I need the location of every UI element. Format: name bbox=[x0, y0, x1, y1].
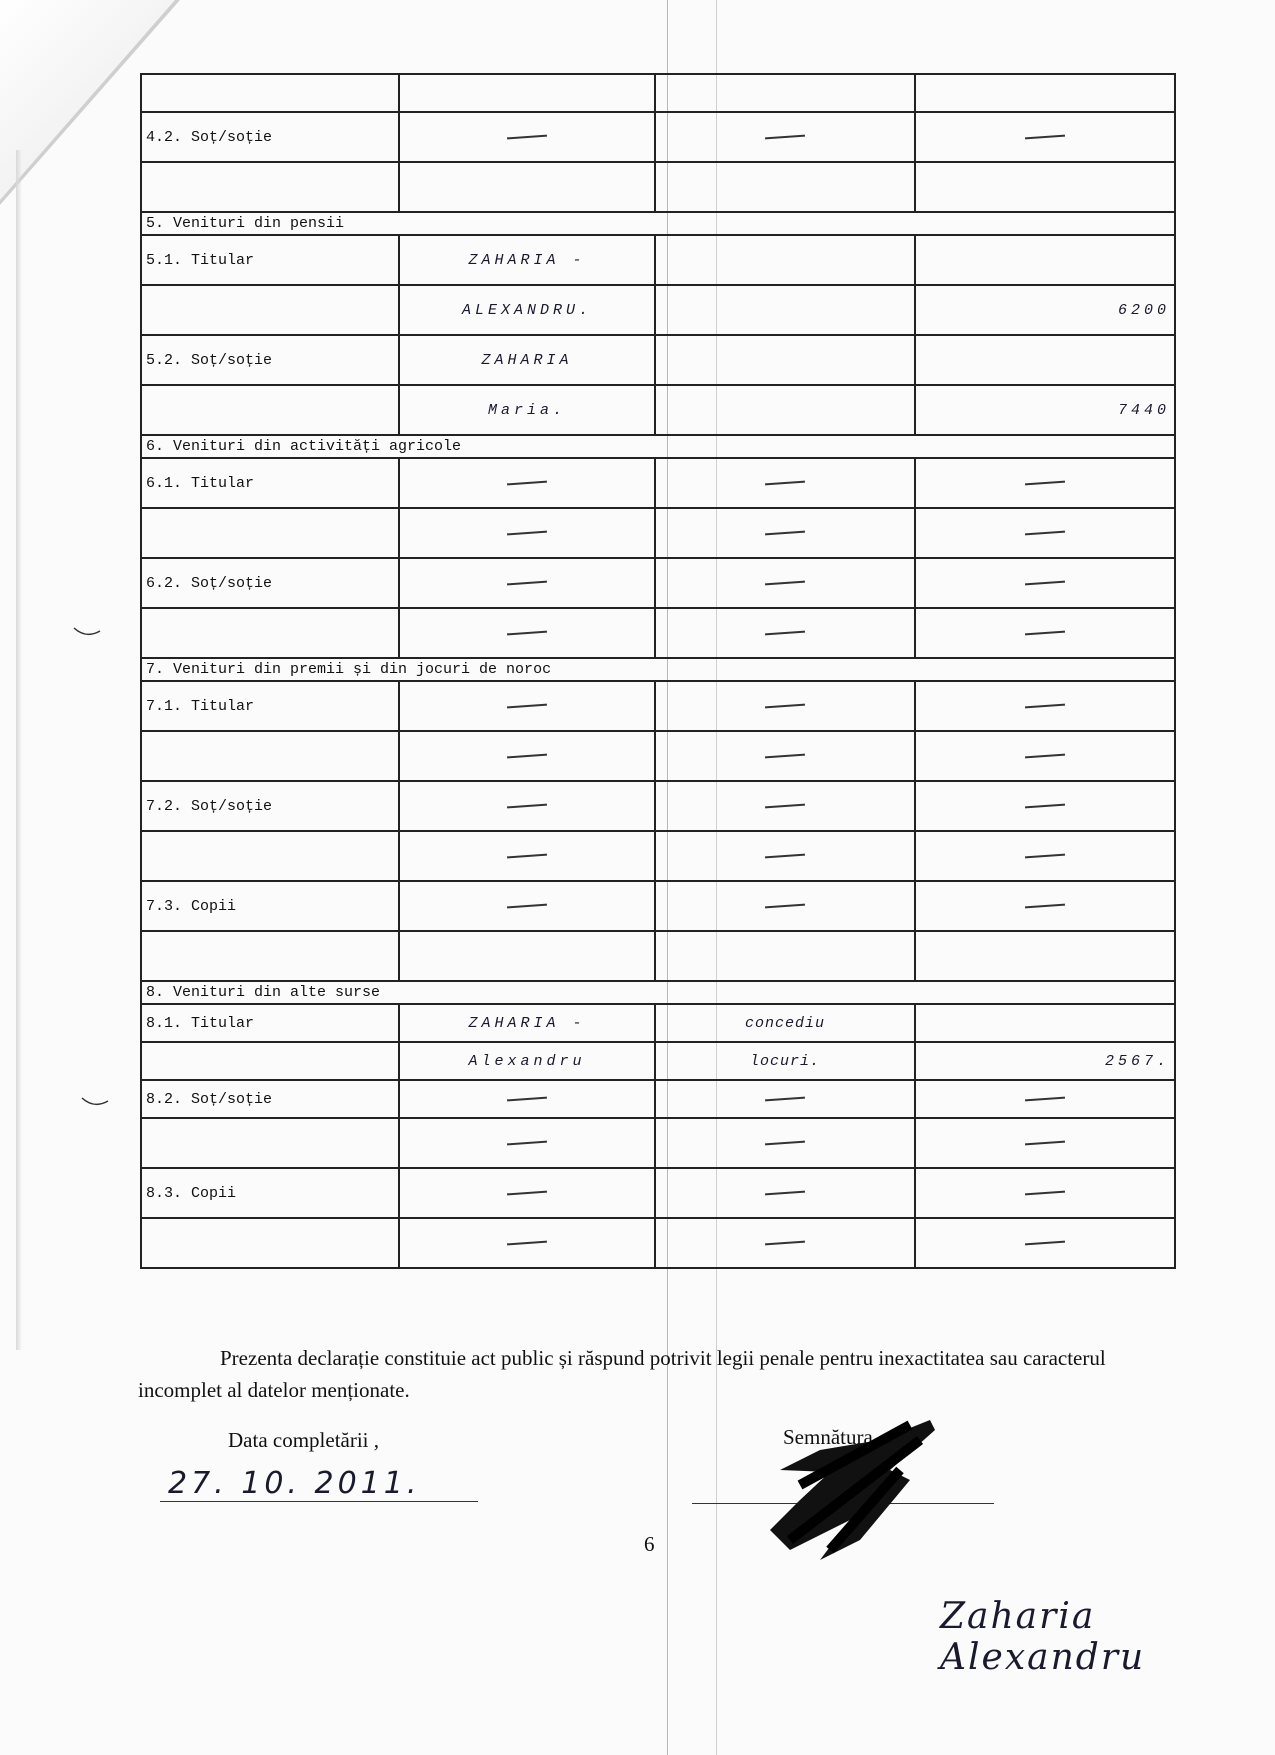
dash-mark bbox=[507, 804, 547, 809]
dash-mark bbox=[1025, 631, 1065, 636]
dash-mark bbox=[1025, 704, 1065, 709]
empty-dash-cell bbox=[915, 608, 1175, 658]
section-header-row bbox=[141, 658, 1175, 681]
empty-dash-cell bbox=[399, 1080, 655, 1118]
dash-mark bbox=[765, 1141, 805, 1146]
row-label bbox=[141, 74, 399, 112]
table-row bbox=[141, 458, 1175, 508]
empty-dash-cell bbox=[915, 558, 1175, 608]
empty-dash-cell bbox=[655, 731, 915, 781]
completion-date: 27. 10. 2011. bbox=[160, 1466, 478, 1502]
row-label: 8.2. Soț/soție bbox=[141, 1080, 399, 1118]
table-row bbox=[141, 881, 1175, 931]
table-row bbox=[141, 508, 1175, 558]
row-label bbox=[141, 285, 399, 335]
dash-mark bbox=[1025, 904, 1065, 909]
empty-dash-cell bbox=[915, 731, 1175, 781]
row-label bbox=[141, 608, 399, 658]
dash-mark bbox=[507, 481, 547, 486]
dash-mark bbox=[507, 704, 547, 709]
table-row bbox=[141, 235, 1175, 285]
dash-mark bbox=[507, 581, 547, 586]
dash-mark bbox=[507, 1241, 547, 1246]
handwritten-cell: concediu bbox=[655, 1004, 915, 1042]
dash-mark bbox=[765, 481, 805, 486]
handwritten-signature: Zaharia Alexandru bbox=[940, 1596, 1146, 1678]
dash-mark bbox=[1025, 135, 1065, 140]
empty-dash-cell bbox=[655, 458, 915, 508]
handwritten-cell bbox=[915, 931, 1175, 981]
empty-dash-cell bbox=[915, 831, 1175, 881]
empty-dash-cell bbox=[399, 1118, 655, 1168]
empty-dash-cell bbox=[399, 1218, 655, 1268]
empty-dash-cell bbox=[655, 112, 915, 162]
empty-dash-cell bbox=[915, 458, 1175, 508]
empty-dash-cell bbox=[399, 608, 655, 658]
empty-dash-cell bbox=[915, 1118, 1175, 1168]
row-label: 5.2. Soț/soție bbox=[141, 335, 399, 385]
table-row bbox=[141, 731, 1175, 781]
table-row bbox=[141, 781, 1175, 831]
signature-scribble bbox=[760, 1410, 950, 1570]
empty-dash-cell bbox=[655, 608, 915, 658]
handwritten-cell bbox=[655, 335, 915, 385]
table-row bbox=[141, 385, 1175, 435]
dash-mark bbox=[765, 1191, 805, 1196]
dash-mark bbox=[1025, 1241, 1065, 1246]
margin-tick-mark bbox=[72, 625, 102, 639]
empty-dash-cell bbox=[399, 731, 655, 781]
dash-mark bbox=[507, 1097, 547, 1102]
dash-mark bbox=[1025, 754, 1065, 759]
table-row bbox=[141, 831, 1175, 881]
row-label bbox=[141, 931, 399, 981]
table-row bbox=[141, 558, 1175, 608]
handwritten-cell: Maria. bbox=[399, 385, 655, 435]
handwritten-cell bbox=[655, 235, 915, 285]
empty-dash-cell bbox=[399, 558, 655, 608]
date-label: Data completării , bbox=[228, 1428, 380, 1452]
empty-dash-cell bbox=[399, 1168, 655, 1218]
handwritten-cell: 7440 bbox=[915, 385, 1175, 435]
dash-mark bbox=[1025, 804, 1065, 809]
row-label: 8.3. Copii bbox=[141, 1168, 399, 1218]
section-title: 6. Venituri din activități agricole bbox=[141, 435, 1175, 458]
table-row bbox=[141, 1080, 1175, 1118]
signature-label: Semnătura bbox=[783, 1425, 873, 1449]
row-label bbox=[141, 731, 399, 781]
empty-dash-cell bbox=[915, 1080, 1175, 1118]
empty-dash-cell bbox=[655, 1080, 915, 1118]
empty-dash-cell bbox=[399, 112, 655, 162]
handwritten-cell: ALEXANDRU. bbox=[399, 285, 655, 335]
dash-mark bbox=[507, 135, 547, 140]
dash-mark bbox=[507, 1141, 547, 1146]
row-label: 8.1. Titular bbox=[141, 1004, 399, 1042]
page-number: 6 bbox=[644, 1532, 655, 1556]
dash-mark bbox=[765, 904, 805, 909]
handwritten-cell: ZAHARIA bbox=[399, 335, 655, 385]
dash-mark bbox=[765, 804, 805, 809]
row-label bbox=[141, 1042, 399, 1080]
dash-mark bbox=[765, 631, 805, 636]
dash-mark bbox=[765, 1097, 805, 1102]
empty-dash-cell bbox=[655, 1218, 915, 1268]
dash-mark bbox=[507, 854, 547, 859]
declaration-statement: Prezenta declarație constituie act public și răspund potrivit legii penale pentru inexactitatea sau caracterul incomplet al datelor menționate. bbox=[138, 1346, 1106, 1402]
empty-dash-cell bbox=[399, 681, 655, 731]
section-header-row bbox=[141, 981, 1175, 1004]
empty-dash-cell bbox=[655, 881, 915, 931]
dash-mark bbox=[765, 581, 805, 586]
dash-mark bbox=[1025, 531, 1065, 536]
handwritten-cell: 2567. bbox=[915, 1042, 1175, 1080]
section-header-row bbox=[141, 212, 1175, 235]
row-label: 7.3. Copii bbox=[141, 881, 399, 931]
dash-mark bbox=[1025, 854, 1065, 859]
row-label bbox=[141, 162, 399, 212]
table-row bbox=[141, 285, 1175, 335]
empty-dash-cell bbox=[915, 881, 1175, 931]
dash-mark bbox=[765, 754, 805, 759]
table-row bbox=[141, 74, 1175, 112]
dash-mark bbox=[1025, 1097, 1065, 1102]
empty-dash-cell bbox=[655, 558, 915, 608]
empty-dash-cell bbox=[655, 781, 915, 831]
table-row bbox=[141, 1168, 1175, 1218]
row-label bbox=[141, 1118, 399, 1168]
dash-mark bbox=[507, 1191, 547, 1196]
section-header-row bbox=[141, 435, 1175, 458]
row-label: 6.1. Titular bbox=[141, 458, 399, 508]
handwritten-cell bbox=[655, 385, 915, 435]
empty-dash-cell bbox=[915, 1218, 1175, 1268]
handwritten-cell bbox=[399, 931, 655, 981]
empty-dash-cell bbox=[655, 1168, 915, 1218]
handwritten-cell bbox=[655, 162, 915, 212]
row-label: 4.2. Soț/soție bbox=[141, 112, 399, 162]
handwritten-cell bbox=[915, 1004, 1175, 1042]
empty-dash-cell bbox=[399, 831, 655, 881]
empty-dash-cell bbox=[915, 1168, 1175, 1218]
handwritten-cell bbox=[399, 162, 655, 212]
table-row bbox=[141, 931, 1175, 981]
handwritten-cell bbox=[915, 74, 1175, 112]
empty-dash-cell bbox=[655, 831, 915, 881]
dash-mark bbox=[507, 531, 547, 536]
dash-mark bbox=[765, 704, 805, 709]
dash-mark bbox=[765, 531, 805, 536]
dash-mark bbox=[1025, 1191, 1065, 1196]
handwritten-cell: 6200 bbox=[915, 285, 1175, 335]
page-edge-shadow bbox=[16, 150, 22, 1350]
dash-mark bbox=[507, 904, 547, 909]
empty-dash-cell bbox=[655, 1118, 915, 1168]
table-row bbox=[141, 1004, 1175, 1042]
empty-dash-cell bbox=[915, 112, 1175, 162]
table-row bbox=[141, 608, 1175, 658]
handwritten-cell: locuri. bbox=[655, 1042, 915, 1080]
dash-mark bbox=[765, 854, 805, 859]
section-title: 7. Venituri din premii și din jocuri de noroc bbox=[141, 658, 1175, 681]
empty-dash-cell bbox=[399, 781, 655, 831]
section-title: 5. Venituri din pensii bbox=[141, 212, 1175, 235]
row-label: 5.1. Titular bbox=[141, 235, 399, 285]
row-label: 6.2. Soț/soție bbox=[141, 558, 399, 608]
section-title: 8. Venituri din alte surse bbox=[141, 981, 1175, 1004]
handwritten-cell bbox=[655, 931, 915, 981]
table-row bbox=[141, 112, 1175, 162]
handwritten-cell: ZAHARIA - bbox=[399, 235, 655, 285]
handwritten-cell: Alexandru bbox=[399, 1042, 655, 1080]
dash-mark bbox=[1025, 581, 1065, 586]
handwritten-cell bbox=[915, 235, 1175, 285]
dash-mark bbox=[1025, 481, 1065, 486]
table-row bbox=[141, 335, 1175, 385]
empty-dash-cell bbox=[915, 681, 1175, 731]
row-label bbox=[141, 385, 399, 435]
dash-mark bbox=[507, 754, 547, 759]
empty-dash-cell bbox=[915, 508, 1175, 558]
dash-mark bbox=[1025, 1141, 1065, 1146]
income-declaration-table bbox=[140, 73, 1176, 1269]
handwritten-cell bbox=[915, 162, 1175, 212]
handwritten-cell bbox=[655, 285, 915, 335]
handwritten-cell bbox=[399, 74, 655, 112]
empty-dash-cell bbox=[655, 681, 915, 731]
empty-dash-cell bbox=[399, 881, 655, 931]
handwritten-cell: ZAHARIA - bbox=[399, 1004, 655, 1042]
dash-mark bbox=[765, 135, 805, 140]
table-row bbox=[141, 1042, 1175, 1080]
row-label bbox=[141, 831, 399, 881]
dash-mark bbox=[507, 631, 547, 636]
row-label: 7.1. Titular bbox=[141, 681, 399, 731]
empty-dash-cell bbox=[655, 508, 915, 558]
row-label bbox=[141, 1218, 399, 1268]
handwritten-cell bbox=[655, 74, 915, 112]
handwritten-cell bbox=[915, 335, 1175, 385]
table-row bbox=[141, 162, 1175, 212]
empty-dash-cell bbox=[399, 508, 655, 558]
row-label bbox=[141, 508, 399, 558]
empty-dash-cell bbox=[915, 781, 1175, 831]
table-row bbox=[141, 681, 1175, 731]
table-row bbox=[141, 1118, 1175, 1168]
table-row bbox=[141, 1218, 1175, 1268]
empty-dash-cell bbox=[399, 458, 655, 508]
row-label: 7.2. Soț/soție bbox=[141, 781, 399, 831]
margin-tick-mark bbox=[80, 1095, 110, 1109]
dash-mark bbox=[765, 1241, 805, 1246]
